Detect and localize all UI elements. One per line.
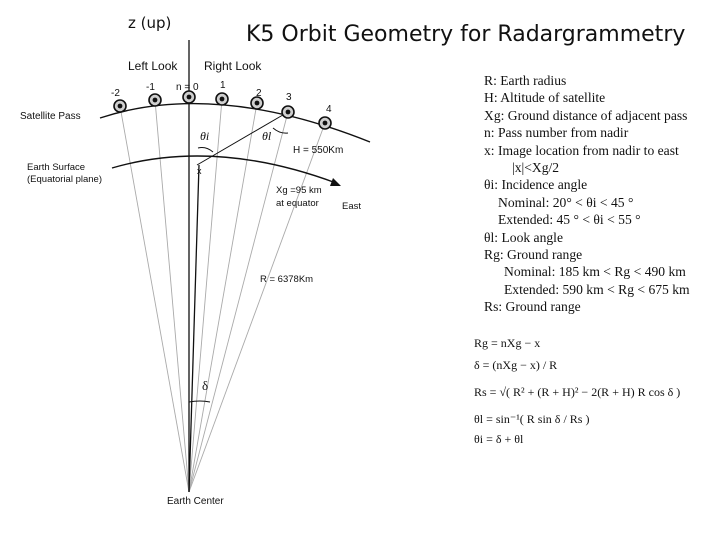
legend-panel — [484, 72, 716, 316]
satellite-pass-label: Satellite Pass — [20, 111, 81, 122]
earth-radius-label: R = 6378Km — [260, 274, 314, 285]
legend-line: n: Pass number from nadir — [484, 125, 629, 141]
earth-surface-arrowhead — [330, 178, 341, 186]
east-label: East — [342, 201, 362, 212]
pass-number-label: 1 — [220, 80, 226, 91]
satellite-icon — [319, 117, 331, 129]
legend-line: Extended: 590 km < Rg < 675 km — [504, 281, 690, 297]
radial-line — [189, 103, 257, 492]
equation-incidence-angle: θi = δ + θl — [474, 432, 524, 446]
satellite-icon — [216, 93, 228, 105]
earth-surface-arc — [112, 156, 336, 183]
earth-surface-label-line1: Earth Surface — [27, 162, 86, 173]
delta-angle-label: δ — [202, 378, 209, 393]
radial-line — [189, 112, 288, 492]
satellite-icon — [114, 100, 126, 112]
legend-line: Rs: Ground range — [484, 299, 581, 315]
legend-line: Extended: 45 ° < θi < 55 ° — [498, 212, 641, 228]
legend-line: Rg: Ground range — [484, 247, 583, 263]
earth-center-label: Earth Center — [167, 496, 224, 507]
incidence-angle-arc — [198, 148, 213, 153]
look-beam-line — [197, 112, 288, 165]
legend-line: R: Earth radius — [484, 73, 567, 88]
earth-surface-label — [27, 162, 102, 186]
z-axis-label: z (up) — [128, 14, 172, 32]
pass-number-label: -2 — [111, 88, 120, 99]
pass-number-label: 3 — [286, 92, 292, 103]
right-look-label: Right Look — [204, 59, 262, 73]
look-angle-label: θl — [262, 129, 272, 143]
look-angle-arc — [273, 128, 288, 133]
legend-line: θi: Incidence angle — [484, 177, 588, 193]
diagram-title: K5 Orbit Geometry for Radargrammetry — [246, 22, 686, 47]
satellite-icon — [282, 106, 294, 118]
xg-label — [276, 184, 322, 210]
ground-x-label: x — [197, 166, 202, 176]
incidence-angle-label: θi — [200, 129, 210, 143]
radial-line — [189, 99, 222, 492]
equation-slant-range: Rs = √( R² + (R + H)² − 2(R + H) R cos δ ) — [474, 385, 681, 399]
legend-line: |x|<Xg/2 — [512, 160, 560, 176]
pass-number-label: -1 — [146, 82, 155, 93]
xg-label-line2: at equator — [276, 198, 319, 209]
equation-ground-range: Rg = nXg − x — [474, 336, 541, 350]
pass-number-label: n = 0 — [176, 82, 199, 93]
legend-line: H: Altitude of satellite — [484, 90, 606, 106]
altitude-label: H = 550Km — [293, 145, 344, 156]
delta-angle-arc — [189, 401, 210, 402]
pass-number-label: 2 — [256, 88, 262, 99]
equation-look-angle: θl = sin⁻¹( R sin δ / Rs ) — [474, 412, 590, 426]
xg-label-line1: Xg =95 km — [276, 185, 322, 196]
left-look-label: Left Look — [128, 59, 178, 73]
equation-delta: δ = (nXg − x) / R — [474, 358, 558, 372]
satellite-icon — [149, 94, 161, 106]
legend-line: Xg: Ground distance of adjacent pass — [484, 107, 688, 123]
legend-line: θl: Look angle — [484, 229, 563, 245]
legend-line: Nominal: 185 km < Rg < 490 km — [504, 264, 686, 280]
earth-surface-label-line2: (Equatorial plane) — [27, 174, 102, 185]
pass-number-label: 4 — [326, 104, 332, 115]
legend-line: Nominal: 20° < θi < 45 ° — [498, 194, 634, 210]
radial-line — [189, 123, 325, 492]
legend-line: x: Image location from nadir to east — [484, 142, 679, 158]
